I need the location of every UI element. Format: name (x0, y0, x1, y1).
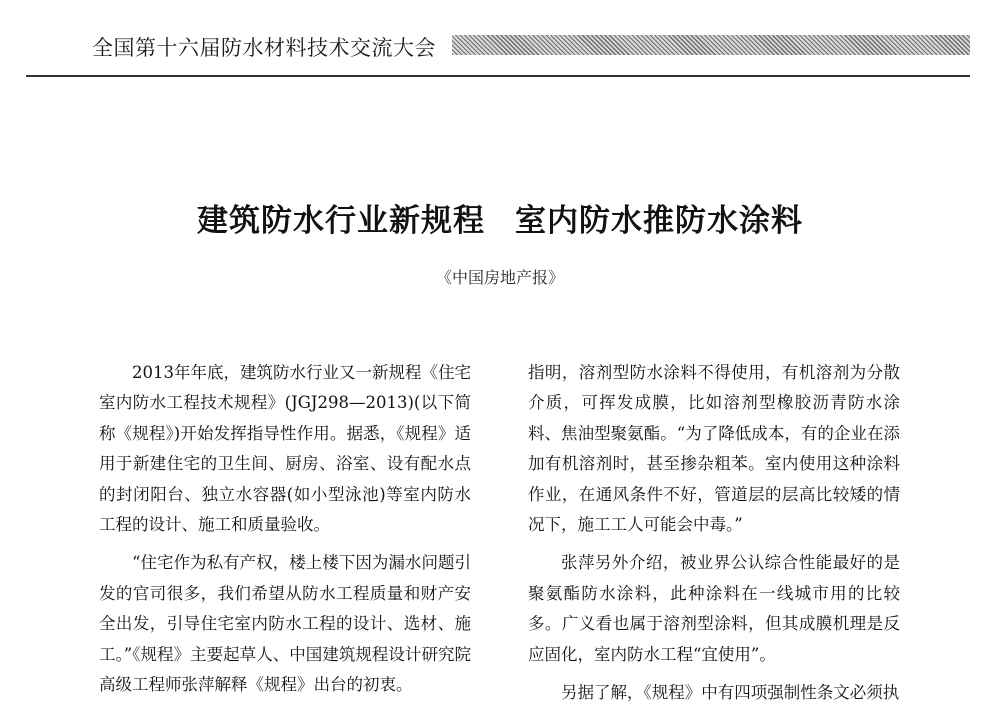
paragraph: 张萍另外介绍，被业界公认综合性能最好的是聚氨酯防水涂料，此种涂料在一线城市用的比较多。广义看也属于溶剂型涂料，但其成膜机理是反应固化，室内防水工程“宜使用”。 (528, 553, 900, 664)
article-title-part2: 室内防水推防水涂料 (515, 203, 803, 239)
paragraph: “住宅作为私有产权，楼上楼下因为漏水问题引发的官司很多，我们希望从防水工程质量和财产安全出发，引导住宅室内防水工程的设计、选材、施工。”《规程》主要起草人、中国建筑规程设计研究院高级工程师张萍解释《规程》出台的初衷。 (99, 553, 471, 695)
paragraph: 2013年年底，建筑防水行业又一新规程《住宅室内防水工程技术规程》(JGJ298—2013)(以下简称《规程》)开始发挥指导性作用。据悉，《规程》适用于新建住宅的卫生间、厨房、浴室、设有配水点的封闭阳台、独立水容器(如小型泳池)等室内防水工程的设计、施工和质量验收。 (99, 363, 471, 535)
body-column-right (528, 358, 900, 716)
header-rule (26, 75, 970, 77)
body-column-left (99, 358, 471, 708)
article-title (0, 195, 1000, 240)
article-title-part1: 建筑防水行业新规程 (197, 203, 485, 239)
paragraph-continued: 指明，溶剂型防水涂料不得使用，有机溶剂为分散介质，可挥发成膜，比如溶剂型橡胶沥青防水涂料、焦油型聚氨酯。“为了降低成本，有的企业在添加有机溶剂时，甚至掺杂粗苯。室内使用这种涂料作业，在通风条件不好，管道层的层高比较矮的情况下，施工工人可能会中毒。” (528, 363, 900, 535)
running-header-title: 全国第十六届防水材料技术交流大会 (92, 36, 436, 60)
article-source: 《中国房地产报》 (435, 268, 564, 287)
header-hatched-bar (452, 35, 970, 55)
paragraph: 另据了解，《规程》中有四项强制性条文必须执 (561, 683, 900, 703)
